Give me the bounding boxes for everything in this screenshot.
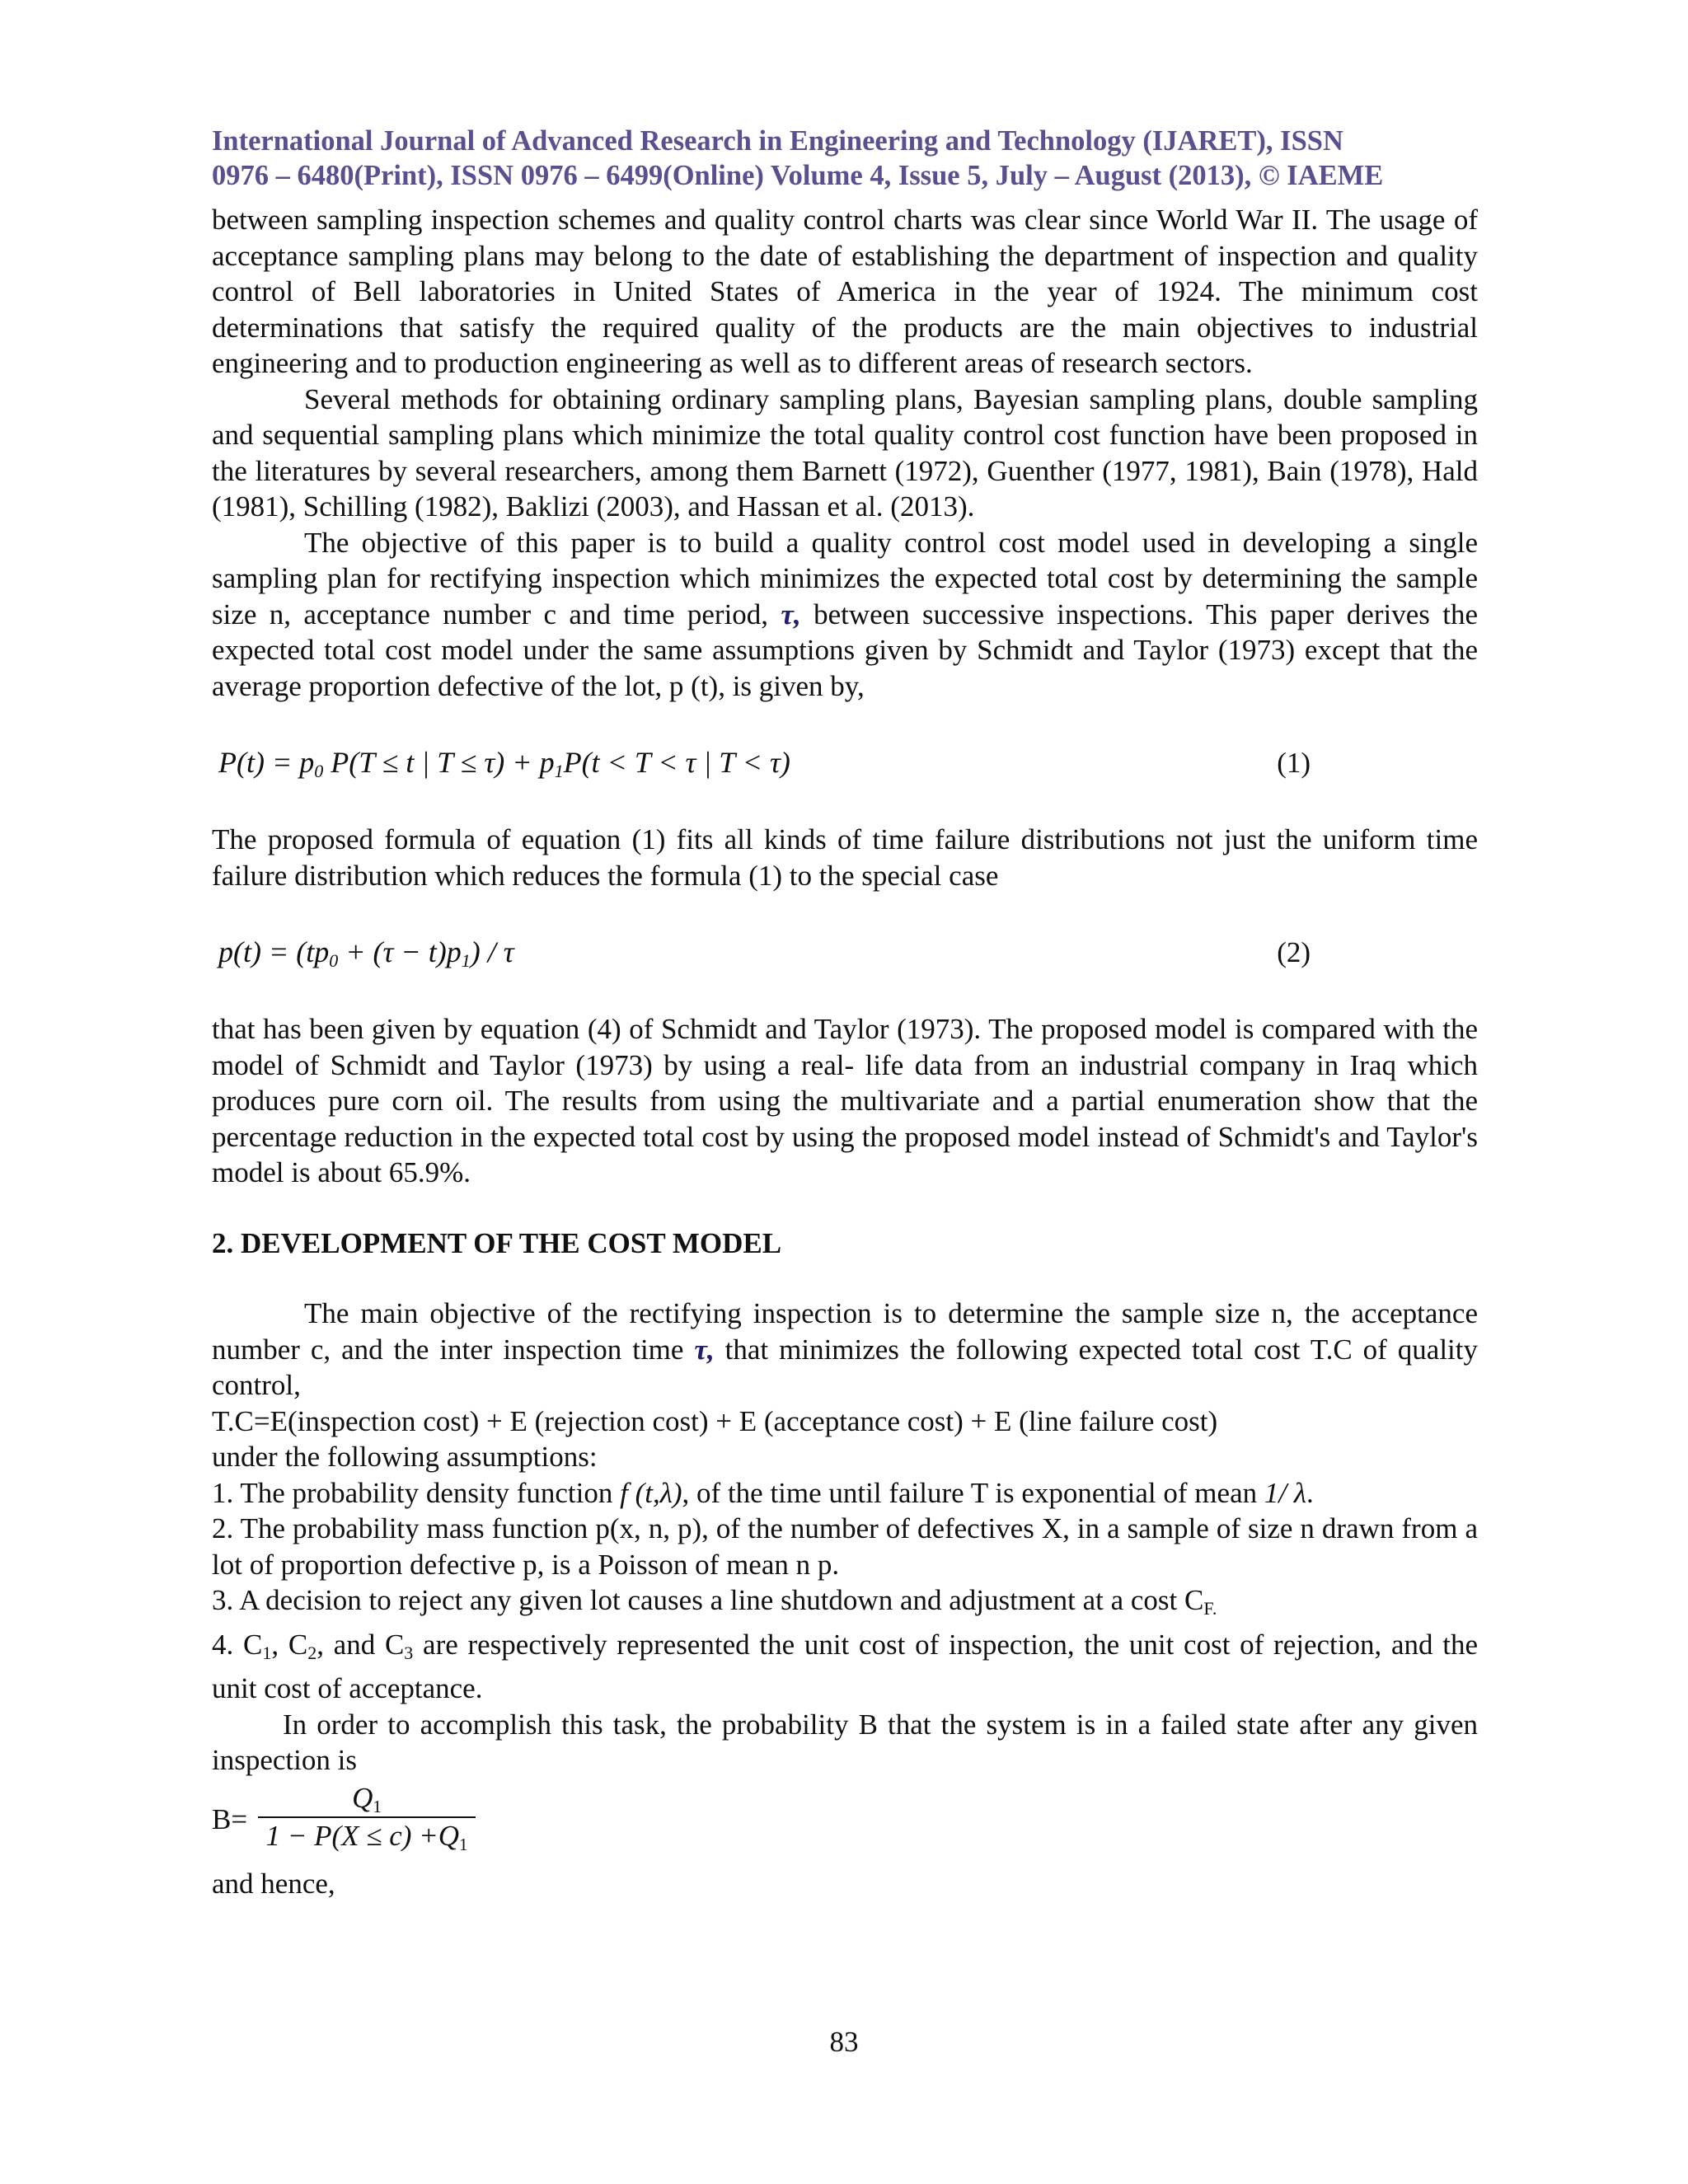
assumption-1-text: 1. The probability density function: [212, 1476, 621, 1509]
assumption-4-sub1: 1: [262, 1642, 272, 1663]
formula-b-num-text: Q: [352, 1781, 373, 1814]
formula-b-numerator: [258, 1780, 476, 1818]
eq2-rhs: ) / τ: [470, 935, 514, 968]
eq1-lhs: P(t) = p: [218, 746, 315, 779]
paragraph-and-hence: and hence,: [212, 1867, 335, 1900]
formula-b-denominator: [258, 1818, 476, 1863]
equation-1-formula: [218, 745, 790, 790]
eq2-sub1: 1: [461, 950, 471, 971]
journal-header: [212, 124, 1478, 193]
main-objective-end: that minimizes the following expected total cost T.C of quality control,: [212, 1333, 1479, 1401]
equation-1: [212, 745, 1478, 780]
eq1-mid: P(T ≤ t | T ≤ τ) + p: [323, 746, 555, 779]
formula-b-den-text: 1 − P(X ≤ c) +Q: [265, 1819, 460, 1852]
main-objective-start: The main objective of the rectifying inspection is to determine the sample size n, the acceptance number c, and the inter inspection time: [212, 1297, 1478, 1366]
assumption-3: [212, 1582, 1478, 1627]
assumption-2: 2. The probability mass function p(x, n, p), of the number of defectives X, in a sample of size n drawn from a lot of proportion defective p, is a Poisson of mean n p.: [212, 1512, 1478, 1581]
journal-header-line-2: 0976 – 6480(Print), ISSN 0976 – 6499(Online) Volume 4, Issue 5, July – August (2013), © IAEME: [212, 160, 1384, 191]
assumption-4-sub2: 2: [307, 1642, 317, 1663]
assumption-1-mean: 1/ λ: [1264, 1476, 1306, 1509]
equation-1-number: (1): [1277, 747, 1311, 779]
assumption-4-text: are respectively represented the unit cost of inspection, the unit cost of rejection, and the unit cost of acceptance.: [212, 1628, 1478, 1704]
eq1-rhs: P(t < T < τ | T < τ): [563, 746, 790, 779]
assumption-3-text: 3. A decision to reject any given lot causes a line shutdown and adjustment at a cost C: [212, 1584, 1204, 1616]
paragraph-formula-fit: The proposed formula of equation (1) fits all kinds of time failure distributions not just the uniform time failure distribution which reduces the formula (1) to the special case: [212, 823, 1478, 892]
formula-b-num-sub: 1: [373, 1796, 382, 1816]
tau-symbol-2: τ,: [694, 1333, 715, 1366]
paragraph-objective: [212, 525, 1478, 705]
objective-text-start: The objective of this paper is to build a quality control cost model used in developing a single sampling plan for rectifying inspection which minimizes the expected total cost by determining the sample size n, acceptance number c and time period,: [212, 526, 1478, 630]
assumption-3-sub: F.: [1203, 1598, 1217, 1619]
journal-header-line-1: International Journal of Advanced Research in Engineering and Technology (IJARET), ISSN: [212, 125, 1343, 157]
eq1-sub0: 0: [314, 761, 324, 781]
paragraph-probability-b: In order to accomplish this task, the probability B that the system is in a failed state after any given inspection is: [212, 1708, 1478, 1776]
eq1-sub1: 1: [554, 761, 564, 781]
tau-symbol: τ,: [781, 598, 801, 630]
page-number: 83: [829, 2026, 859, 2058]
paragraph-comparison: that has been given by equation (4) of Schmidt and Taylor (1973). The proposed model is compared with the model of Schmidt and Taylor (1973) by using a real- life data from an industrial company in Iraq which produces pure corn oil. The results from using the multivariate and a partial enumeration show that the percentage reduction in the expected total cost by using the proposed model instead of Schmidt's and Taylor's model is about 65.9%.: [212, 1013, 1478, 1188]
assumption-1: [212, 1475, 1478, 1511]
formula-b-fraction: [258, 1780, 476, 1863]
equation-2-number: (2): [1277, 936, 1311, 968]
objective-text-end: between successive inspections. This paper derives the expected total cost model under the same assumptions given by Schmidt and Taylor (1973) except that the average proportion defective of the lot, p (t), is given by,: [212, 598, 1478, 702]
assumption-1-end: .: [1306, 1476, 1314, 1509]
paragraph-intro-continued: between sampling inspection schemes and quality control charts was clear since World War II. The usage of acceptance sampling plans may belong to the date of establishing the department of inspection and quality control of Bell laboratories in United States of America in the year of 1924. The minimum cost determinations that satisfy the required quality of the products are the main objectives to industrial engineering and to production engineering as well as to different areas of research sectors.: [212, 204, 1478, 379]
eq2-mid: + (τ − t)p: [338, 935, 462, 968]
paragraph-main-objective: [212, 1296, 1478, 1404]
equation-2-formula: [218, 935, 514, 979]
total-cost-line: T.C=E(inspection cost) + E (rejection cost) + E (acceptance cost) + E (line failure cost): [212, 1404, 1218, 1437]
assumption-1-function: f (t,λ): [620, 1476, 682, 1509]
formula-b-lhs: B=: [212, 1802, 248, 1835]
eq2-lhs: p(t) = (tp: [218, 935, 330, 968]
equation-2: [212, 935, 1478, 970]
assumption-4-prefix: 4.: [212, 1628, 243, 1661]
eq2-sub0: 0: [329, 950, 339, 971]
assumption-4-c1: C: [242, 1628, 263, 1661]
assumption-4-sep2: , and C: [316, 1628, 405, 1661]
assumption-4-sub3: 3: [404, 1642, 414, 1663]
page-body: [212, 124, 1478, 1901]
assumption-4: [212, 1627, 1478, 1707]
formula-b: [212, 1780, 1478, 1866]
assumptions-intro: under the following assumptions:: [212, 1441, 598, 1473]
paragraph-related-work: Several methods for obtaining ordinary sampling plans, Bayesian sampling plans, double sampling and sequential sampling plans which minimize the total quality control cost function have been proposed in the literatures by several researchers, among them Barnett (1972), Guenther (1977, 1981), Bain (1978), Hald (1981), Schilling (1982), Baklizi (2003), and Hassan et al. (2013).: [212, 382, 1478, 523]
assumption-1-middle: , of the time until failure T is exponential of mean: [682, 1476, 1264, 1509]
assumption-4-sep1: , C: [271, 1628, 308, 1661]
formula-b-den-sub: 1: [459, 1834, 468, 1854]
section-heading: 2. DEVELOPMENT OF THE COST MODEL: [212, 1226, 782, 1259]
